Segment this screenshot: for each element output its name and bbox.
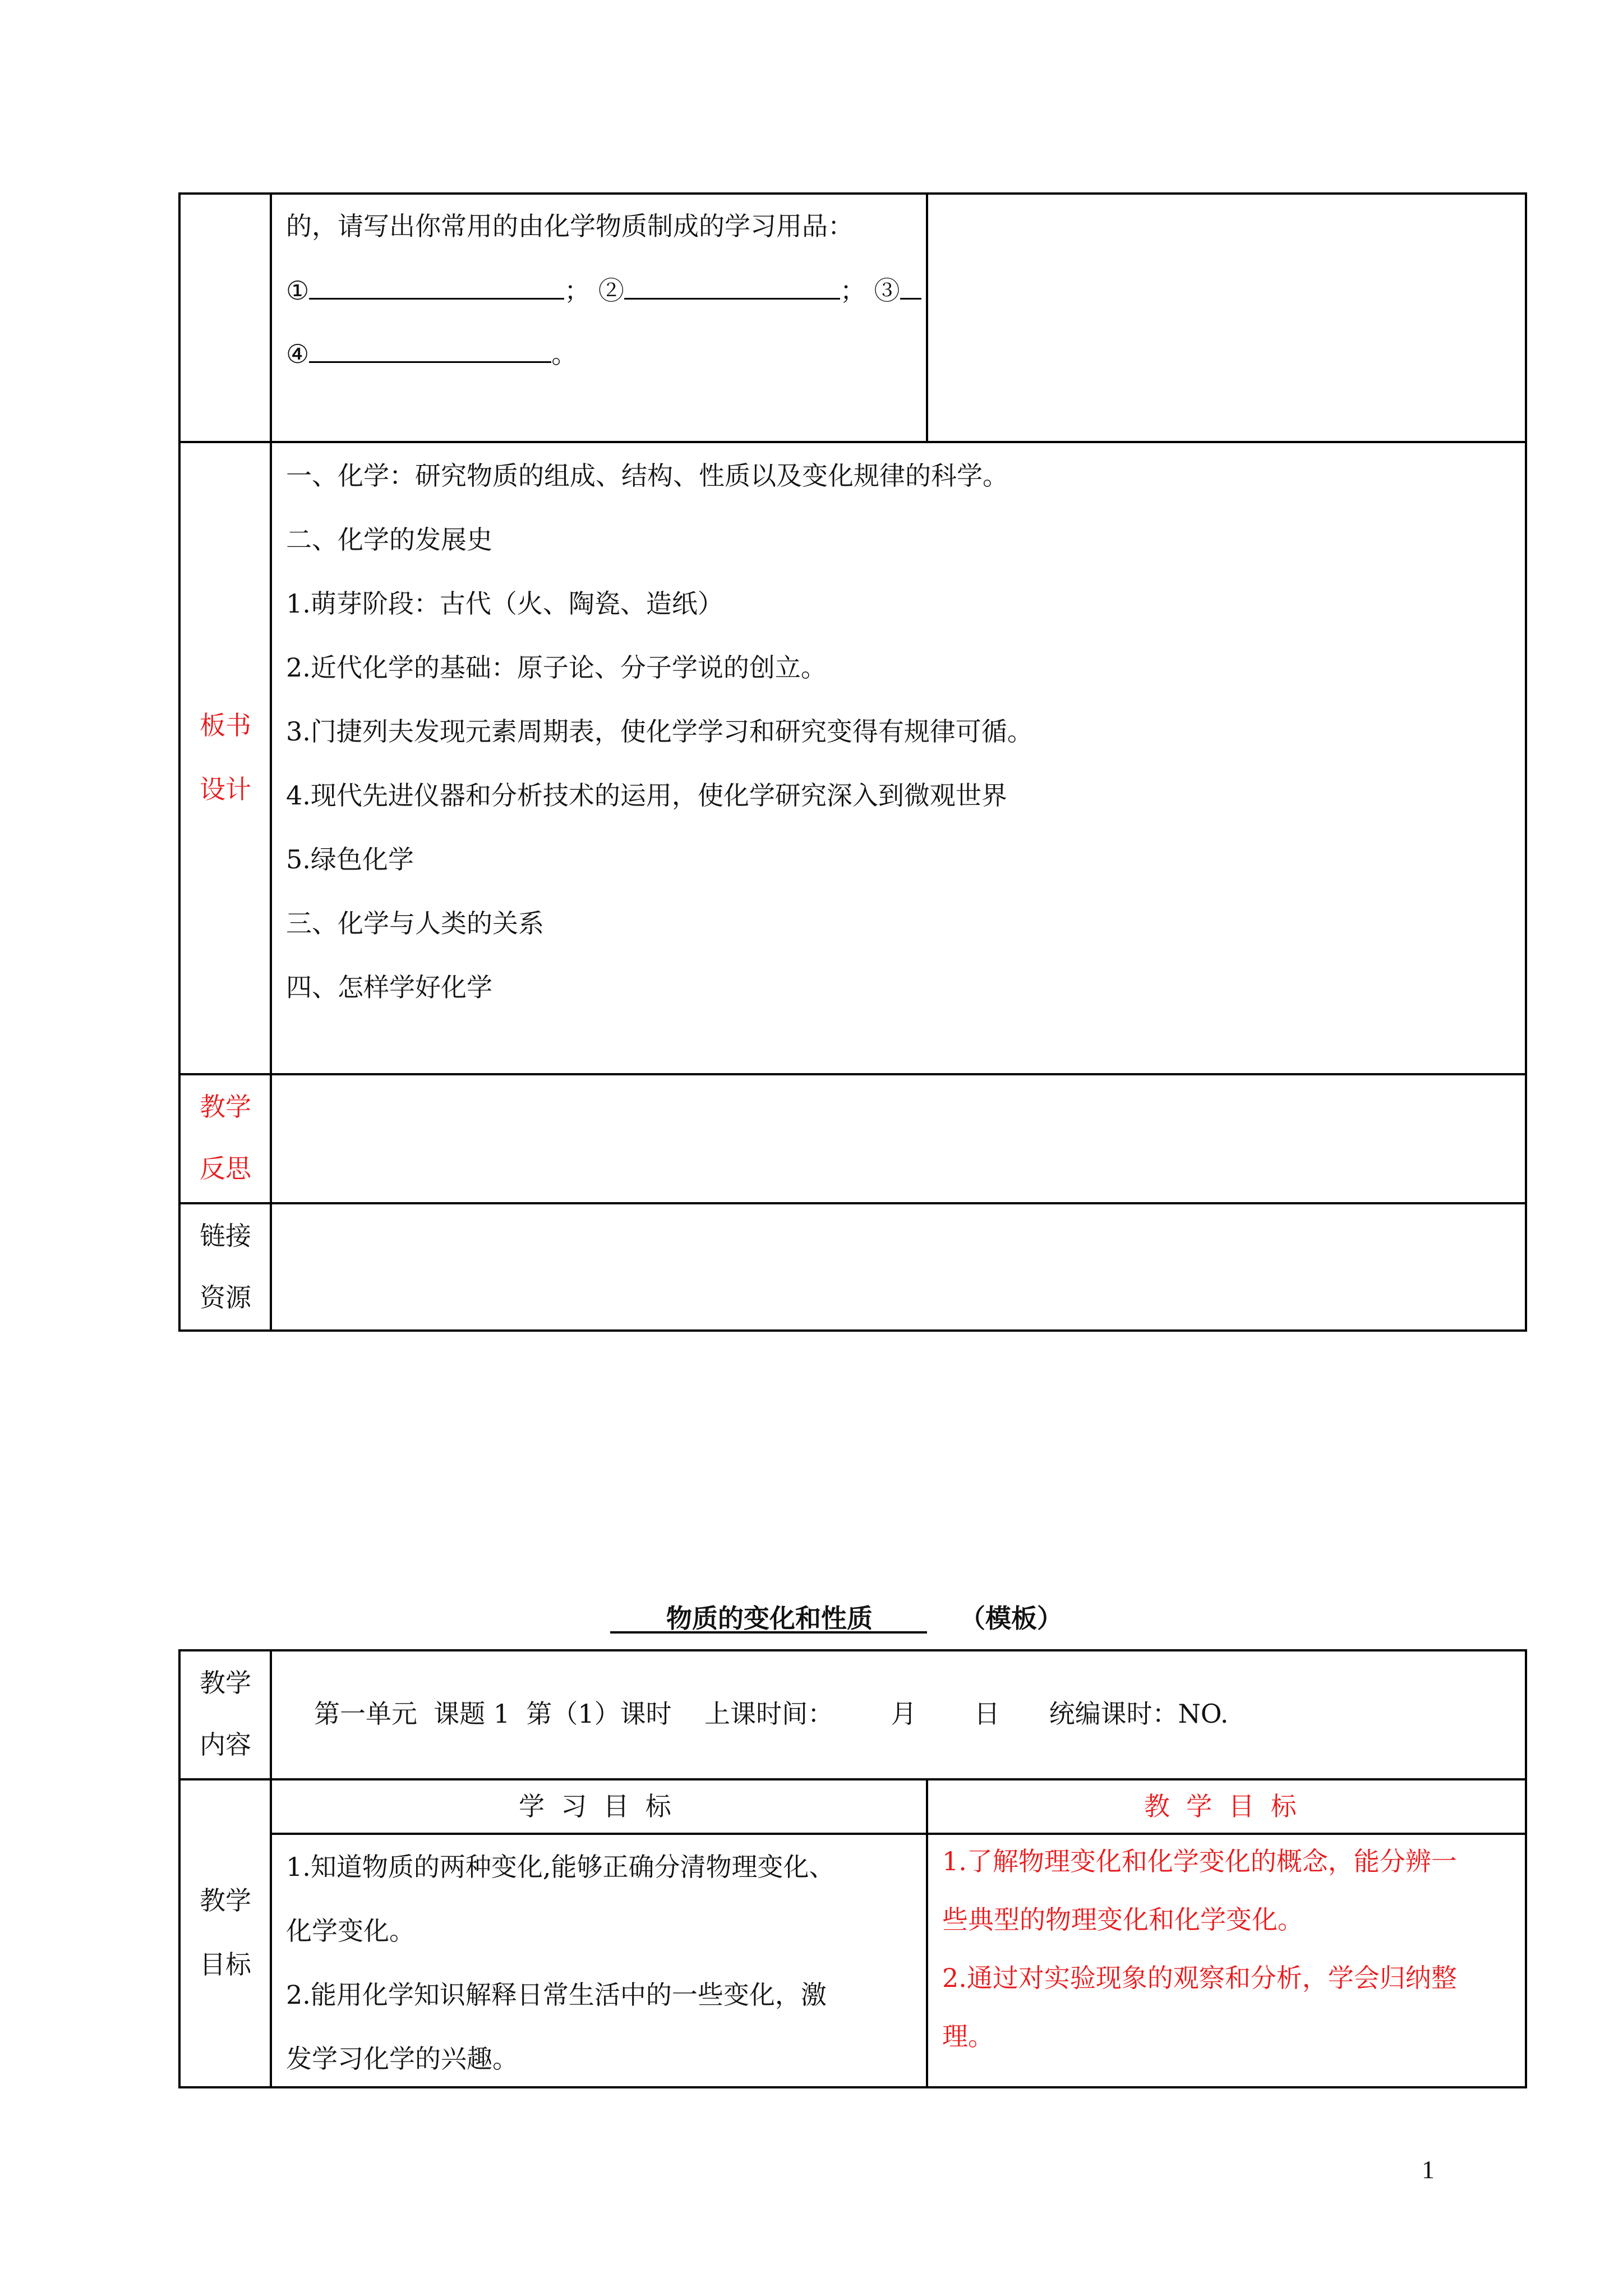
board-line: 1.萌芽阶段：古代（火、陶瓷、造纸） <box>286 588 723 619</box>
learning-goals-header: 学 习 目 标 <box>519 1791 671 1821</box>
content-label-1: 教学 <box>200 1668 251 1698</box>
board-design-label-1: 板书 <box>200 710 251 740</box>
reflection-label-2: 反思 <box>200 1153 251 1184</box>
board-line: 三、化学与人类的关系 <box>286 908 544 938</box>
page-number: 1 <box>1422 2155 1435 2184</box>
learning-goal-line: 发学习化学的兴趣。 <box>286 2044 518 2074</box>
blank-3[interactable] <box>900 273 921 300</box>
table-border <box>178 1202 1527 1204</box>
table-border <box>178 441 1527 443</box>
table-border <box>178 2086 1527 2088</box>
resources-label-2: 资源 <box>200 1282 251 1313</box>
table-border <box>926 1778 928 2088</box>
table-border <box>178 192 181 1332</box>
prompt-text: 的，请写出你常用的由化学物质制成的学习用品： <box>286 211 854 241</box>
marker-1: ① <box>286 275 310 306</box>
blank-line-row: ④ 。 <box>286 337 577 371</box>
table-border <box>178 1778 1527 1780</box>
teaching-goal-line: 些典型的物理变化和化学变化。 <box>942 1904 1303 1935</box>
goals-label-2: 目标 <box>200 1949 251 1980</box>
resources-label-1: 链接 <box>200 1221 251 1251</box>
doc-title: 物质的变化和性质 <box>666 1603 873 1634</box>
table-border <box>270 1649 272 2088</box>
board-line: 4.现代先进仪器和分析技术的运用，使化学研究深入到微观世界 <box>286 780 1007 811</box>
board-design-label-2: 设计 <box>200 774 251 804</box>
doc-title-suffix: （模板） <box>960 1603 1063 1634</box>
board-line: 5.绿色化学 <box>286 844 414 875</box>
learning-goal-line: 2.能用化学知识解释日常生活中的一些变化，激 <box>286 1980 827 2010</box>
table-border <box>270 192 272 1332</box>
teaching-goals-header: 教 学 目 标 <box>1144 1791 1297 1821</box>
reflection-label-1: 教学 <box>200 1092 251 1122</box>
table-border <box>178 1329 1527 1332</box>
marker-2: ② <box>598 275 624 306</box>
table-border <box>1525 1649 1527 2088</box>
blank-1[interactable] <box>309 273 564 300</box>
board-line: 2.近代化学的基础：原子论、分子学说的创立。 <box>286 652 827 683</box>
table-border <box>926 192 928 443</box>
goals-label-1: 教学 <box>200 1885 251 1916</box>
table-border <box>178 1649 1527 1651</box>
teaching-goal-line: 1.了解物理变化和化学变化的概念，能分辨一 <box>942 1846 1457 1876</box>
table-border <box>270 1833 1527 1835</box>
blank-line-row: ① ； ② ； ③ <box>286 273 921 307</box>
board-line: 一、化学：研究物质的组成、结构、性质以及变化规律的科学。 <box>286 461 1008 491</box>
table-border <box>178 192 1527 195</box>
table-border <box>178 1649 181 2088</box>
teaching-goal-line: 2.通过对实验现象的观察和分析，学会归纳整 <box>942 1963 1457 1993</box>
table-border <box>1525 192 1527 1332</box>
marker-3: ③ <box>874 275 900 306</box>
learning-goal-line: 1.知道物质的两种变化,能够正确分清物理变化、 <box>286 1852 835 1882</box>
blank-4[interactable] <box>309 337 551 363</box>
lesson-info: 第一单元 课题 1 第（1）课时 上课时间： 月 日 统编课时：NO. <box>314 1699 1229 1729</box>
blank-2[interactable] <box>624 273 840 300</box>
marker-4: ④ <box>286 339 310 369</box>
learning-goal-line: 化学变化。 <box>286 1916 415 1946</box>
content-label-2: 内容 <box>200 1729 251 1760</box>
board-line: 二、化学的发展史 <box>286 524 492 555</box>
board-line: 3.门捷列夫发现元素周期表，使化学学习和研究变得有规律可循。 <box>286 716 1033 747</box>
table-border <box>178 1073 1527 1075</box>
teaching-goal-line: 理。 <box>942 2021 994 2051</box>
board-line: 四、怎样学好化学 <box>286 972 492 1002</box>
